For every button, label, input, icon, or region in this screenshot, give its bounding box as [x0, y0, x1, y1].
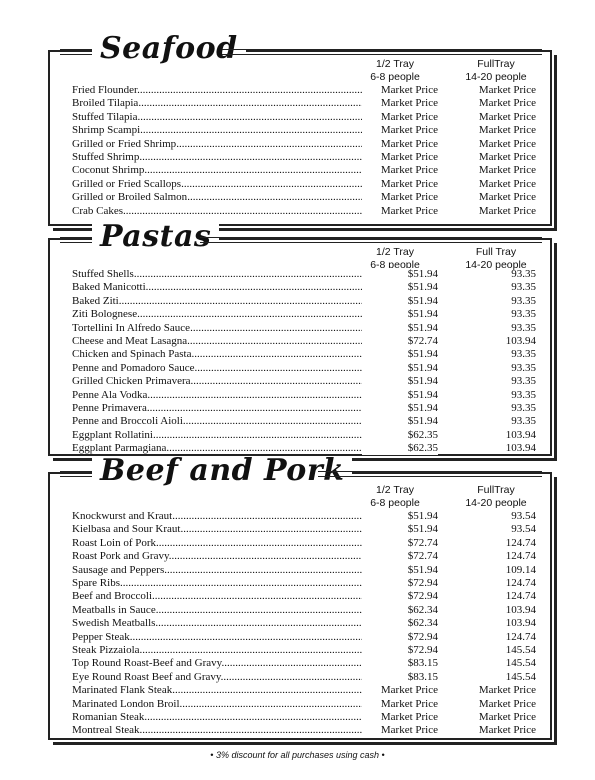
- full-tray-price: 145.54: [505, 644, 536, 656]
- item-name: Penne Primavera .....: [72, 402, 362, 415]
- half-tray-price: $51.94: [362, 362, 438, 375]
- item-name: Ziti Bolognese .....: [72, 308, 362, 321]
- half-tray-price: $51.94: [362, 308, 438, 321]
- menu-item-row: [72, 402, 538, 415]
- half-tray-price: $51.94: [362, 402, 438, 415]
- seafood-section: [48, 31, 552, 226]
- half-tray-price: $72.94: [362, 590, 438, 603]
- menu-item-row: [72, 604, 538, 617]
- full-tray-price: Market Price: [478, 711, 536, 723]
- menu-item-row: [72, 389, 538, 402]
- menu-item-row: [72, 724, 538, 737]
- full-tray-price: 103.94: [505, 335, 536, 347]
- item-name: Shrimp Scampi .....: [72, 124, 362, 137]
- menu-item-row: [72, 415, 538, 428]
- menu-item-row: [72, 138, 538, 151]
- item-name: Roast Loin of Pork .....: [72, 537, 362, 550]
- full-tray-price: 145.54: [505, 670, 536, 683]
- menu-item-row: [72, 590, 538, 603]
- item-name: Stuffed Shrimp .....: [72, 151, 362, 164]
- menu-item-row: [72, 644, 538, 657]
- menu-item-row: [72, 550, 538, 563]
- menu-item-row: [72, 577, 538, 590]
- item-name: Steak Pizzaiola .....: [72, 644, 362, 657]
- item-name: Broiled Tilapia .....: [72, 97, 362, 110]
- item-name: Grilled or Broiled Salmon .....: [72, 191, 362, 204]
- item-name: Grilled or Fried Shrimp .....: [72, 138, 362, 151]
- half-tray-price: Market Price: [362, 711, 438, 724]
- full-tray-price: 103.94: [505, 428, 536, 441]
- full-tray-header: Full Tray 14-20 people: [465, 246, 527, 271]
- item-name: Baked Manicotti .....: [72, 281, 362, 294]
- item-name: Kielbasa and Sour Kraut .....: [72, 523, 362, 536]
- full-tray-price: 145.54: [505, 657, 536, 670]
- cash-discount-note: • 3% discount for all purchases using cash •: [210, 750, 385, 760]
- item-name: Eggplant Parmagiana .....: [72, 442, 362, 455]
- full-tray-price: Market Price: [478, 84, 536, 96]
- item-name: Montreal Steak .....: [72, 724, 362, 737]
- item-name: Top Round Roast-Beef and Gravy .....: [72, 657, 362, 670]
- menu-item-row: [72, 631, 538, 644]
- full-tray-price: 93.35: [511, 348, 536, 361]
- half-tray-header: 1/2 Tray 6-8 people: [370, 484, 420, 509]
- item-name: Roast Pork and Gravy .....: [72, 550, 362, 563]
- half-tray-price: $62.34: [362, 604, 438, 617]
- half-tray-price: Market Price: [362, 724, 438, 737]
- half-tray-price: $51.94: [362, 295, 438, 308]
- half-tray-price: Market Price: [362, 124, 438, 137]
- menu-item-row: [72, 348, 538, 361]
- half-tray-price: Market Price: [362, 698, 438, 711]
- menu-item-row: [72, 111, 538, 124]
- half-tray-header: 1/2 Tray 6-8 people: [370, 246, 420, 271]
- item-name: Grilled or Fried Scallops .....: [72, 178, 362, 191]
- menu-item-row: [72, 295, 538, 308]
- item-name: Sausage and Peppers .....: [72, 564, 362, 577]
- full-tray-price: 124.74: [505, 590, 536, 603]
- full-tray-price: Market Price: [478, 110, 536, 123]
- item-name: Coconut Shrimp .....: [72, 164, 362, 177]
- pastas-section: [48, 219, 552, 456]
- menu-item-row: [72, 523, 538, 536]
- full-tray-price: Market Price: [478, 124, 536, 137]
- menu-item-row: [72, 151, 538, 164]
- pastas-title: Pastas: [92, 222, 219, 252]
- full-tray-price: Market Price: [478, 151, 536, 163]
- half-tray-price: $83.15: [362, 657, 438, 670]
- menu-item-row: [72, 711, 538, 724]
- full-tray-price: 124.74: [505, 550, 536, 563]
- full-tray-price: Market Price: [478, 204, 536, 217]
- full-tray-price: 124.74: [505, 577, 536, 589]
- menu-item-row: [72, 178, 538, 191]
- item-name: Fried Flounder .....: [72, 84, 362, 97]
- half-tray-price: $51.94: [362, 281, 438, 294]
- full-tray-price: 93.35: [511, 281, 536, 294]
- full-tray-price: Market Price: [478, 164, 536, 177]
- menu-item-row: [72, 684, 538, 697]
- full-tray-price: Market Price: [478, 177, 536, 190]
- menu-item-row: [72, 322, 538, 335]
- full-tray-price: 103.94: [505, 442, 536, 455]
- menu-item-row: [72, 191, 538, 204]
- menu-item-row: [72, 268, 538, 281]
- half-tray-price: $51.94: [362, 268, 438, 281]
- item-name: Baked Ziti .....: [72, 295, 362, 308]
- half-tray-price: Market Price: [362, 164, 438, 177]
- full-tray-price: 93.54: [511, 523, 536, 536]
- full-tray-price: Market Price: [478, 724, 536, 737]
- item-name: Penne and Broccoli Aioli .....: [72, 415, 362, 428]
- item-name: Swedish Meatballs .....: [72, 617, 362, 630]
- item-name: Stuffed Tilapia .....: [72, 111, 362, 124]
- item-name: Romanian Steak .....: [72, 711, 362, 724]
- title-rule-left: [60, 237, 92, 243]
- half-tray-price: Market Price: [362, 138, 438, 151]
- item-name: Knockwurst and Kraut .....: [72, 510, 362, 523]
- full-tray-header: FullTray 14-20 people: [465, 484, 527, 509]
- menu-item-row: [72, 362, 538, 375]
- item-name: Penne and Pomadoro Sauce .....: [72, 362, 362, 375]
- half-tray-price: Market Price: [362, 178, 438, 191]
- item-name: Penne Ala Vodka .....: [72, 389, 362, 402]
- half-tray-price: Market Price: [362, 205, 438, 218]
- full-tray-price: 93.35: [511, 402, 536, 414]
- menu-item-row: [72, 537, 538, 550]
- item-name: Eggplant Rollatini .....: [72, 429, 362, 442]
- half-tray-price: $62.35: [362, 429, 438, 442]
- menu-item-row: [72, 308, 538, 321]
- half-tray-price: Market Price: [362, 191, 438, 204]
- title-rule-right: [222, 49, 542, 55]
- full-tray-price: 109.14: [505, 563, 536, 576]
- half-tray-price: $72.74: [362, 550, 438, 563]
- half-tray-header: 1/2 Tray 6-8 people: [370, 58, 420, 83]
- item-name: Eye Round Roast Beef and Gravy .....: [72, 671, 362, 684]
- half-tray-price: $62.35: [362, 442, 438, 455]
- menu-item-row: [72, 671, 538, 684]
- beef-pork-title: Beef and Pork: [92, 456, 352, 486]
- menu-item-row: [72, 84, 538, 97]
- item-name: Grilled Chicken Primavera .....: [72, 375, 362, 388]
- full-tray-price: 93.35: [511, 415, 536, 428]
- item-name: Spare Ribs .....: [72, 577, 362, 590]
- full-tray-price: 93.35: [511, 294, 536, 307]
- full-tray-header: FullTray 14-20 people: [465, 58, 527, 83]
- full-tray-price: 124.74: [505, 630, 536, 643]
- full-tray-price: 103.94: [505, 617, 536, 630]
- title-rule-left: [60, 471, 92, 477]
- full-tray-price: Market Price: [478, 97, 536, 110]
- half-tray-price: $72.94: [362, 644, 438, 657]
- full-tray-price: 103.94: [505, 603, 536, 616]
- menu-item-row: [72, 335, 538, 348]
- half-tray-price: $72.94: [362, 577, 438, 590]
- item-name: Marinated Flank Steak .....: [72, 684, 362, 697]
- menu-item-row: [72, 657, 538, 670]
- title-rule-left: [60, 49, 92, 55]
- half-tray-price: $72.74: [362, 537, 438, 550]
- item-name: Marinated London Broil .....: [72, 698, 362, 711]
- half-tray-price: $51.94: [362, 375, 438, 388]
- menu-item-row: [72, 375, 538, 388]
- item-name: Beef and Broccoli .....: [72, 590, 362, 603]
- menu-item-row: [72, 124, 538, 137]
- full-tray-price: 93.35: [511, 321, 536, 334]
- half-tray-price: $51.94: [362, 523, 438, 536]
- half-tray-price: Market Price: [362, 151, 438, 164]
- half-tray-price: Market Price: [362, 84, 438, 97]
- menu-item-row: [72, 698, 538, 711]
- full-tray-price: 93.35: [511, 268, 536, 280]
- full-tray-price: Market Price: [478, 137, 536, 150]
- half-tray-price: Market Price: [362, 684, 438, 697]
- half-tray-price: $51.94: [362, 389, 438, 402]
- item-name: Stuffed Shells .....: [72, 268, 362, 281]
- full-tray-price: Market Price: [478, 684, 536, 697]
- menu-item-row: [72, 281, 538, 294]
- full-tray-price: Market Price: [478, 697, 536, 710]
- half-tray-price: $51.94: [362, 322, 438, 335]
- menu-item-row: [72, 564, 538, 577]
- item-name: Tortellini In Alfredo Sauce .....: [72, 322, 362, 335]
- menu-item-row: [72, 164, 538, 177]
- full-tray-price: 124.74: [505, 536, 536, 549]
- item-name: Cheese and Meat Lasagna .....: [72, 335, 362, 348]
- full-tray-price: 93.54: [511, 510, 536, 522]
- title-rule-right: [318, 471, 542, 477]
- half-tray-price: $83.15: [362, 671, 438, 684]
- half-tray-price: $51.94: [362, 415, 438, 428]
- menu-item-row: [72, 617, 538, 630]
- item-name: Meatballs in Sauce .....: [72, 604, 362, 617]
- seafood-title: Seafood: [92, 34, 246, 64]
- full-tray-price: 93.35: [511, 361, 536, 374]
- title-rule-right: [200, 237, 542, 243]
- half-tray-price: Market Price: [362, 97, 438, 110]
- menu-item-row: [72, 429, 538, 442]
- item-name: Crab Cakes .....: [72, 205, 362, 218]
- half-tray-price: $72.94: [362, 631, 438, 644]
- full-tray-price: 93.35: [511, 308, 536, 321]
- full-tray-price: 93.35: [511, 388, 536, 401]
- item-name: Chicken and Spinach Pasta .....: [72, 348, 362, 361]
- full-tray-price: Market Price: [478, 191, 536, 204]
- half-tray-price: Market Price: [362, 111, 438, 124]
- item-name: Pepper Steak .....: [72, 631, 362, 644]
- half-tray-price: $51.94: [362, 348, 438, 361]
- menu-item-row: [72, 510, 538, 523]
- menu-item-row: [72, 205, 538, 218]
- half-tray-price: $62.34: [362, 617, 438, 630]
- beef-pork-section: [48, 453, 552, 740]
- half-tray-price: $51.94: [362, 510, 438, 523]
- half-tray-price: $72.74: [362, 335, 438, 348]
- full-tray-price: 93.35: [511, 375, 536, 388]
- menu-item-row: [72, 97, 538, 110]
- half-tray-price: $51.94: [362, 564, 438, 577]
